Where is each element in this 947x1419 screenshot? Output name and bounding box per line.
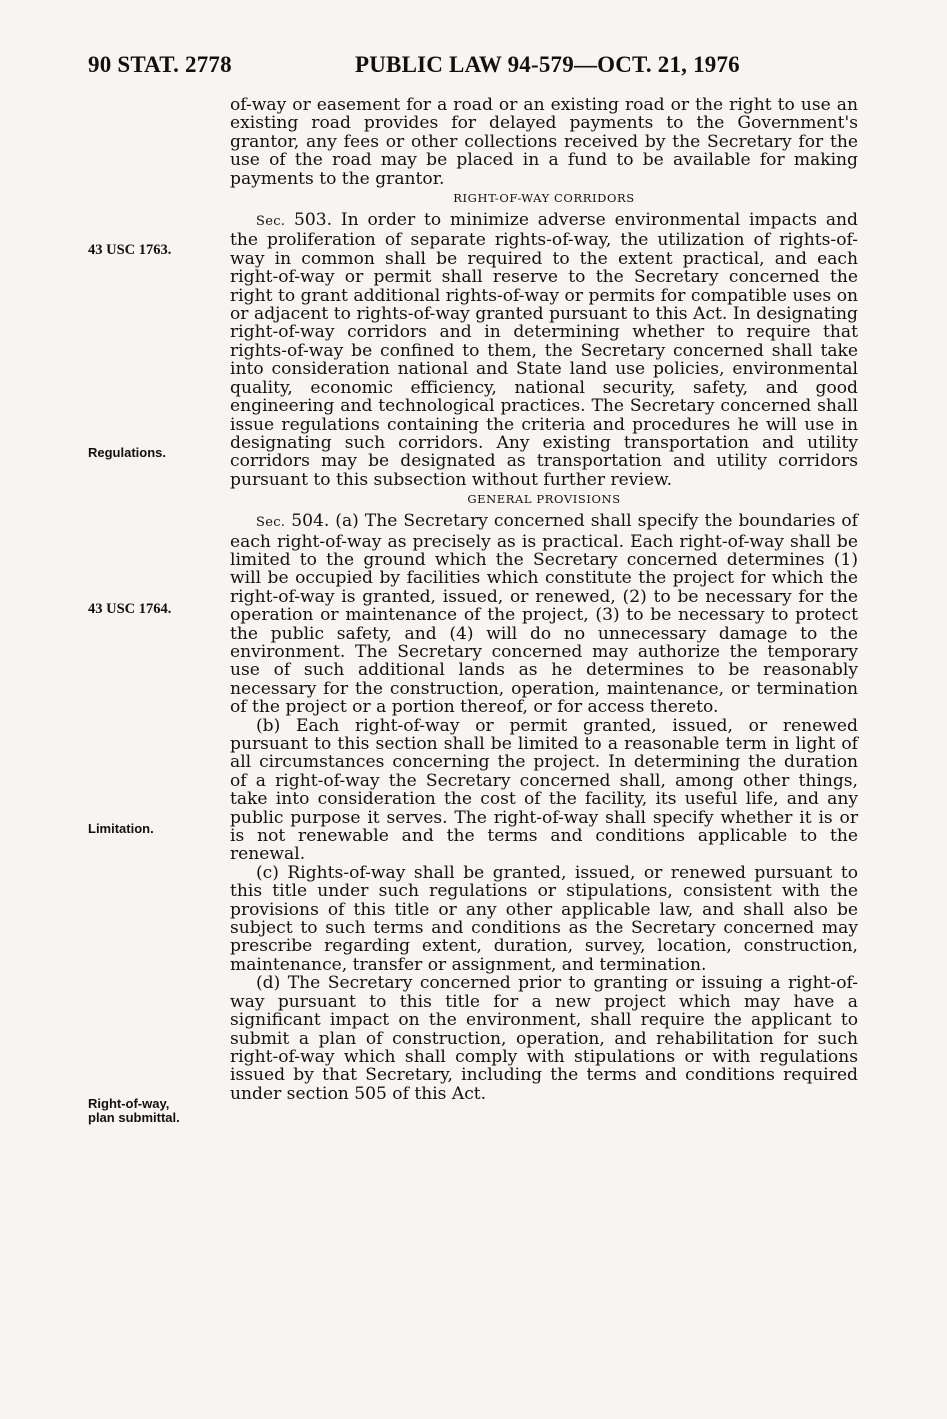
page-header <box>0 52 947 82</box>
section-503-label: Sec. <box>256 214 286 230</box>
section-504-c-paragraph: (c) Rights-of-way shall be granted, issued, or renewed pursuant to this title under such regulations or stipulations, consistent with the provisions of this title or any other applicable law, and shall also be subject to such terms and conditions as the Secretary concerned may prescribe regarding extent, duration, survey, location, construction, maintenance, transfer or assignment, and termination. <box>230 862 858 975</box>
intro-paragraph: of-way or easement for a road or an existing road or the right to use an existing road provides for delayed payments to the Government's grantor, any fees or other collections received by the Secretary for the use of the road may be placed in a fund to be available for making payments to the grantor. <box>230 95 858 189</box>
stat-citation: 90 STAT. 2778 <box>88 52 232 77</box>
margin-note-usc-1764: 43 USC 1764. <box>88 601 172 617</box>
margin-note-regulations: Regulations. <box>88 445 167 460</box>
public-law-title: PUBLIC LAW 94-579—OCT. 21, 1976 <box>355 52 740 77</box>
section-504-a-paragraph <box>230 512 858 716</box>
heading-right-of-way-corridors: RIGHT-OF-WAY CORRIDORS <box>453 191 635 206</box>
section-503-paragraph <box>230 211 858 489</box>
section-504-label: Sec. <box>256 515 286 531</box>
section-504-b-paragraph: (b) Each right-of-way or permit granted, issued, or renewed pursuant to this section shall be limited to a reasonable term in light of all circumstances concerning the project. In determining the duration of a right-of-way the Secretary concerned shall, among other things, take into consideration the cost of the facility, its useful life, and any public purpose it serves. The right-of-way shall specify whether it is or is not renewable and the terms and conditions applicable to the renewal. <box>230 715 858 865</box>
margin-note-usc-1763: 43 USC 1763. <box>88 242 172 258</box>
section-504-d-paragraph: (d) The Secretary concerned prior to granting or issuing a right-of-way pursuant to this title for a new project which may have a significant impact on the environment, shall require the applicant to submit a plan of construction, operation, and rehabilitation for such right-of-way which shall comply with stipulations or with regulations issued by that Secretary, including the terms and conditions required under section 505 of this Act. <box>230 973 858 1104</box>
section-504-a-text: 504. (a) The Secretary concerned shall specify the boundaries of each right-of-way as precisely as is practical. Each right-of-way shall be limited to the ground which the Secretary concerned determines (1) will be occupied by facilities which constitute the project for which the right-of-way is granted, issued, or renewed, (2) to be necessary for the operation or maintenance of the project, (3) to be necessary to protect the public safety, and (4) will do no unnecessary damage to the environment. The Secretary concerned may authorize the temporary use of such additional lands as he determines to be reasonably necessary for the construction, operation, maintenance, or termination of the project or a portion thereof, or for access thereto. <box>230 511 858 718</box>
heading-general-provisions: GENERAL PROVISIONS <box>467 492 621 507</box>
main-text-column <box>230 96 858 1103</box>
section-503-text: 503. In order to minimize adverse environmental impacts and the proliferation of separate rights-of-way, the utilization of rights-of-way in common shall be required to the extent practical, and each right-of-way or permit shall reserve to the Secretary concerned the right to grant additional rights-of-way or permits for compatible uses on or adjacent to rights-of-way granted pursuant to this Act. In designating right-of-way corridors and in determining whether to require that rights-of-way be confined to them, the Secretary concerned shall take into consideration national and State land use policies, environmental quality, economic efficiency, national security, safety, and good engineering and technological practices. The Secretary concerned shall issue regulations containing the criteria and procedures he will use in designating such corridors. Any existing transportation and utility corridors may be designated as transportation and utility corridors pursuant to this subsection without further review. <box>230 210 858 490</box>
margin-note-limitation: Limitation. <box>88 821 154 836</box>
margin-note-right-of-way-plan <box>88 1097 180 1125</box>
margin-note-line-2: plan submittal. <box>88 1110 180 1125</box>
margin-note-line-1: Right-of-way, <box>88 1096 170 1111</box>
